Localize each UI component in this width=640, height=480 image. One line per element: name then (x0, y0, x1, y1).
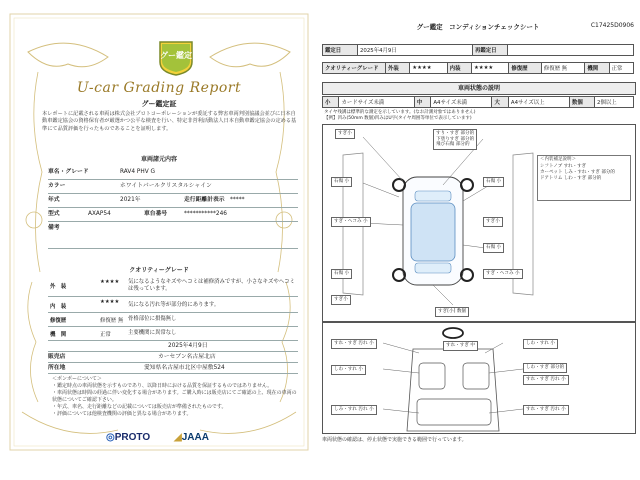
sheet-id: C17425D0906 (590, 22, 634, 29)
note-line: ・鑑定時点の車両状態を示すものであり、以降日時における品質を保証するものではありません。 (52, 383, 273, 389)
mech-label: 機関 (585, 63, 609, 74)
notes-title: ＜ボンボーについて＞ (52, 376, 102, 382)
interior-notes: シフトノブ すれ・すぎ カーペット しみ・すれ・すぎ 部分的 ドアトリム しわ・すぎ 部分的 (540, 164, 615, 181)
model-row (48, 208, 298, 222)
tire-note: タイヤ残溝は標準的な測定を示しています。(なお計測対象ではありません) (324, 110, 476, 115)
repair-grade-row (48, 313, 298, 327)
model-label: 型式 (48, 211, 60, 217)
date-label: 鑑定日 (323, 45, 358, 56)
certificate-name: グー鑑定証 (141, 100, 177, 108)
exterior-grade-row (48, 278, 298, 297)
grading-certificate (8, 12, 310, 452)
engine-comment: 主要機関に異常なし (128, 330, 177, 336)
vehicle-info-heading: 車両諸元内容 (140, 156, 177, 163)
remarks-row (48, 222, 298, 249)
car-name-value: RAV4 PHV G (120, 169, 156, 175)
size-large: 大 (492, 97, 508, 108)
proto-logo-text: PROTO (114, 432, 151, 443)
note-line: ・評価については他検査機関の評価と異なる場合があります。 (52, 411, 192, 417)
label-floor-right: すれ・すぎ 汚れ 小 (523, 405, 569, 415)
vin-label: 車台番号 (144, 211, 168, 217)
address-label: 所在地 (48, 365, 66, 371)
exterior-comment: 気になるようなキズやヘコミは補修済みですが、小さなキズやヘコミは残っています。 (128, 279, 295, 292)
address-row (48, 363, 298, 374)
interior-grade-row (48, 298, 298, 313)
year-row (48, 194, 298, 208)
recheck-label: 再鑑定日 (473, 45, 508, 56)
label-dent-left-rear: すぎ小 (331, 295, 351, 305)
label-floor-left: しみ・すれ 汚れ 小 (331, 405, 377, 415)
intro-text: 本レポートに記載される車両は株式会社プロトコーポレーションが委託する弊害車両判別協議会並びに日本自動車鑑定協会の資格保有者が厳選かつ公平な検査を行い、特定非営利活動法人日本自動車鑑定協会の定める基準にて品質評価を行ったものであることを証明します。 (42, 111, 297, 132)
jaaa-logo-text: JAAA (181, 432, 209, 443)
date-value: 2025年4月9日 (358, 45, 473, 56)
model-value: AXAP54 (88, 211, 111, 217)
color-value: ホワイトパールクリスタルシャイン (120, 183, 212, 189)
color-row (48, 180, 298, 194)
quality-label: クオリティーグレード (323, 63, 386, 74)
int-stars: ★★★★ (471, 63, 508, 74)
size-small: 小 (323, 97, 339, 108)
interior-diagram (322, 322, 636, 434)
label-front-left: すぎ小 (335, 129, 355, 139)
notes-block (52, 376, 298, 418)
count-desc: 2個以上 (595, 97, 634, 108)
interior-stars: ★★★★ (100, 299, 120, 305)
engine-label: 機 関 (50, 332, 67, 338)
label-seat-right: しわ・すぎ 部分的 (523, 363, 567, 373)
ext-stars: ★★★★ (410, 63, 447, 74)
size-small-desc: カードサイズ未満 (339, 97, 414, 108)
vin-value: ***********246 (184, 211, 227, 217)
car-name-label: 車名・グレード (48, 169, 89, 175)
logo-text: グー鑑定 (160, 51, 192, 60)
exterior-diagram (322, 124, 636, 322)
jaaa-logo: ◢JAAA (174, 432, 209, 443)
exterior-stars: ★★★★ (100, 279, 120, 285)
repair-comment: 骨格部位に損傷無し (128, 316, 177, 322)
rep-value: 修復歴 無 (541, 63, 584, 74)
mileage-label: 走行距離計表示 (184, 197, 225, 203)
size-large-desc: A4サイズ以上 (508, 97, 569, 108)
cert-date-row (48, 341, 298, 352)
color-label: カラー (48, 183, 66, 189)
count-label: 数個 (570, 97, 595, 108)
car-name-row (48, 166, 298, 180)
ext-label: 外装 (386, 63, 410, 74)
label-roof: すり・すぎ 部分的 下塗りすぎ 部分的 飛び石傷 部分的 (433, 129, 477, 150)
label-small-stone-4: 石傷 小 (483, 243, 504, 253)
label-small-stone-2: 石傷 小 (331, 269, 352, 279)
remarks-label: 備考 (48, 225, 60, 231)
sheet-title: グー鑑定 コンディションチェックシート (416, 23, 540, 31)
label-small-stone-1: 石傷 小 (331, 177, 352, 187)
proto-logo: ◎PROTO (106, 432, 151, 443)
mileage-value: ***** (230, 197, 245, 203)
engine-grade-row (48, 327, 298, 341)
condition-check-sheet (322, 22, 634, 448)
label-small-stone-3: 石傷 小 (483, 177, 504, 187)
quality-grade-heading: クオリティーグレード (129, 267, 189, 274)
interior-comment: 気になる汚れ等が部分的にあります。 (128, 302, 220, 308)
date-table (322, 44, 634, 56)
state-heading: 車両状態の説明 (322, 82, 636, 95)
report-title: U-car Grading Report (76, 80, 242, 96)
interior-notes-box (537, 155, 631, 201)
address-value: 愛知県名古屋市北区中屋敷524 (144, 365, 225, 371)
recheck-value (508, 45, 634, 56)
shop-row (48, 352, 298, 363)
note-line: ・車両状態は時間の経過に伴い変化する場合があります。ご購入時には販売店にてご確認の上、現在の車両の状態についてご確認下さい。 (52, 390, 297, 403)
shop-value: カーセブン名古屋北店 (158, 354, 216, 360)
note-line: ・年式、車名、走行距離などの記載については販売店が準備されたものです。 (52, 404, 227, 410)
mech-value: 正常 (609, 63, 633, 74)
label-wear-right: しわ・すれ 小 (523, 339, 558, 349)
size-table (322, 96, 634, 108)
grade-table (322, 62, 634, 74)
interior-label: 内 装 (50, 304, 67, 310)
int-label: 内装 (447, 63, 471, 74)
exam-note: 【例】凹み(50mm 数個)凹みはU字(タイヤ周囲等単位で表示しています) (324, 116, 472, 121)
exterior-label: 外 装 (50, 284, 67, 290)
repair-value: 修復歴 無 (100, 318, 124, 324)
goo-kantei-logo (157, 38, 195, 76)
label-wear-center: すれ・すぎ 中 (443, 341, 478, 351)
year-label: 年式 (48, 197, 60, 203)
rep-label: 修復歴 (509, 63, 542, 74)
label-rear-right: すぎ小 (483, 217, 503, 227)
label-seat-left: しわ・すれ 小 (331, 365, 366, 375)
label-bottom: すぎ[小] 数個 (435, 307, 469, 317)
label-dent-right: すぎ・ヘコみ 小 (483, 269, 523, 279)
size-medium-desc: A4サイズ未満 (431, 97, 492, 108)
shop-label: 販売店 (48, 354, 66, 360)
year-value: 2021年 (120, 197, 141, 203)
cert-date-value: 2025年4月9日 (168, 343, 208, 349)
label-dent-left: すぎ・ヘコみ 小 (331, 217, 371, 227)
engine-value: 正常 (100, 332, 111, 338)
repair-label: 修復歴 (50, 318, 67, 324)
label-seat-right-2: すれ・すぎ 汚れ 小 (523, 375, 569, 385)
label-wear-left: すれ・すぎ 汚れ 小 (331, 339, 377, 349)
interior-notes-title: ＜内装補足説明＞ (540, 157, 576, 162)
size-medium: 中 (414, 97, 430, 108)
sheet-footer: 車両状態の確認は、停止状態で実施できる範囲で行っています。 (322, 437, 467, 443)
